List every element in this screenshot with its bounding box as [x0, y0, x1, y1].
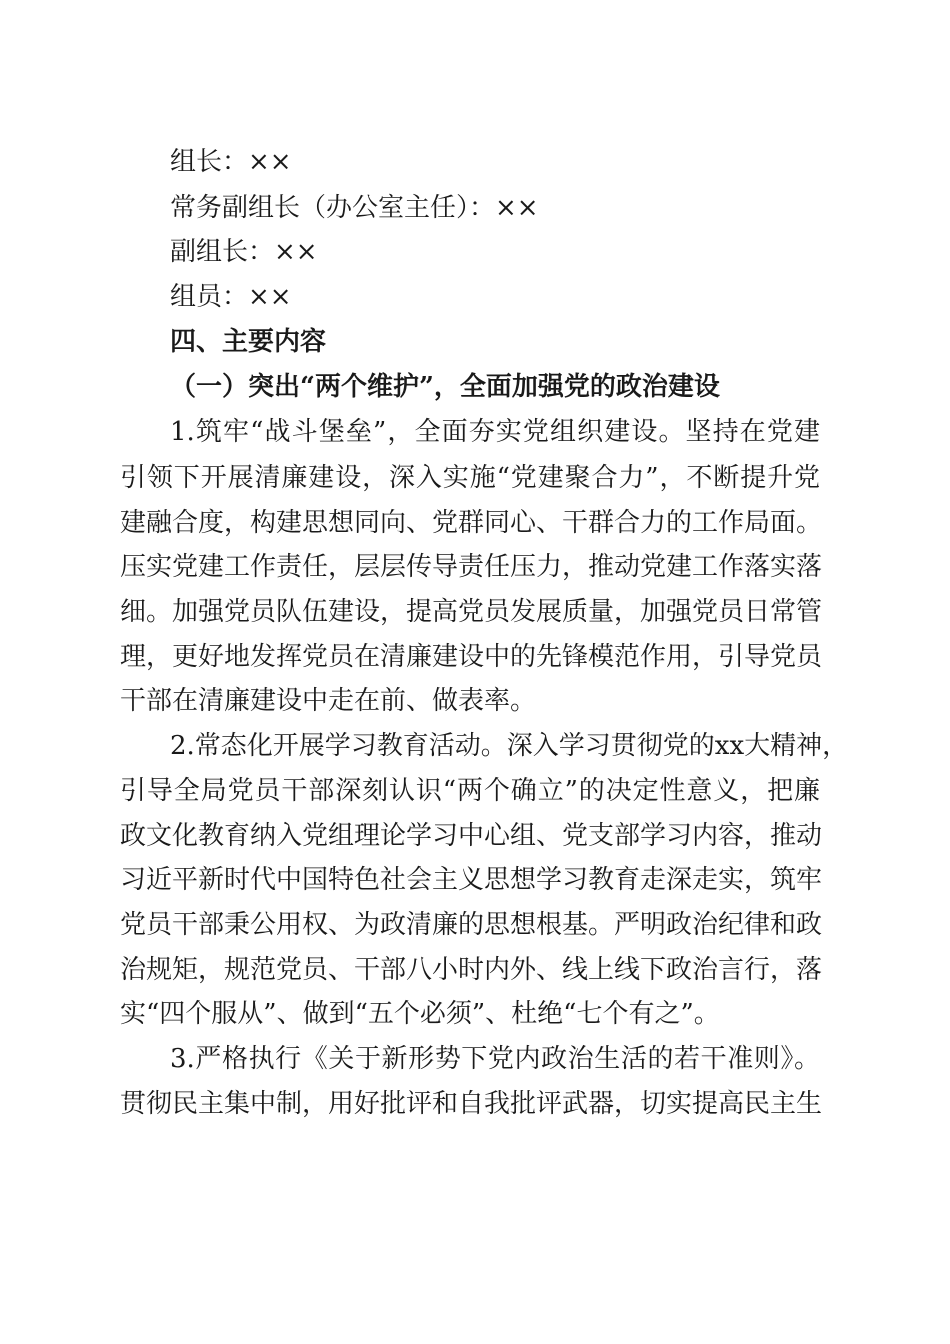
deputy-line: 副组长：×× [170, 237, 318, 267]
para2-line-7: 实“四个服从”、做到“五个必须”、杜绝“七个有之”。 [120, 999, 720, 1029]
para1-line-4: 压实党建工作责任，层层传导责任压力，推动党建工作落实落 [120, 552, 823, 582]
executive-deputy-line: 常务副组长（办公室主任）：×× [170, 193, 539, 223]
subsection-one-title: （一）突出“两个维护”，全面加强党的政治建设 [170, 372, 720, 402]
para2-line-1: 2.常态化开展学习教育活动。深入学习贯彻党的xx大精神， [170, 731, 849, 761]
para2-line-3: 政文化教育纳入党组理论学习中心组、党支部学习内容，推动 [120, 821, 823, 851]
para1-line-6: 理，更好地发挥党员在清廉建设中的先锋模范作用，引导党员 [120, 642, 823, 672]
para2-line-5: 党员干部秉公用权、为政清廉的思想根基。严明政治纪律和政 [120, 910, 823, 940]
para1-line-1: 1.筑牢“战斗堡垒”，全面夯实党组织建设。坚持在党建 [170, 417, 820, 447]
para3-line-2: 贯彻民主集中制，用好批评和自我批评武器，切实提高民主生 [120, 1089, 823, 1119]
section-four-title: 四、主要内容 [170, 327, 327, 357]
leader-line: 组长：×× [170, 147, 292, 177]
para1-line-5: 细。加强党员队伍建设，提高党员发展质量，加强党员日常管 [120, 597, 823, 627]
member-line: 组员：×× [170, 282, 292, 312]
para2-line-6: 治规矩，规范党员、干部八小时内外、线上线下政治言行，落 [120, 955, 823, 985]
para2-line-4: 习近平新时代中国特色社会主义思想学习教育走深走实，筑牢 [120, 865, 823, 895]
para1-line-2: 引领下开展清廉建设，深入实施“党建聚合力”，不断提升党 [120, 463, 820, 493]
para2-line-2: 引导全局党员干部深刻认识“两个确立”的决定性意义，把廉 [120, 776, 820, 806]
para1-line-7: 干部在清廉建设中走在前、做表率。 [120, 686, 537, 716]
para3-line-1: 3.严格执行《关于新形势下党内政治生活的若干准则》。 [170, 1044, 820, 1074]
para1-line-3: 建融合度，构建思想同向、党群同心、干群合力的工作局面。 [120, 508, 823, 538]
